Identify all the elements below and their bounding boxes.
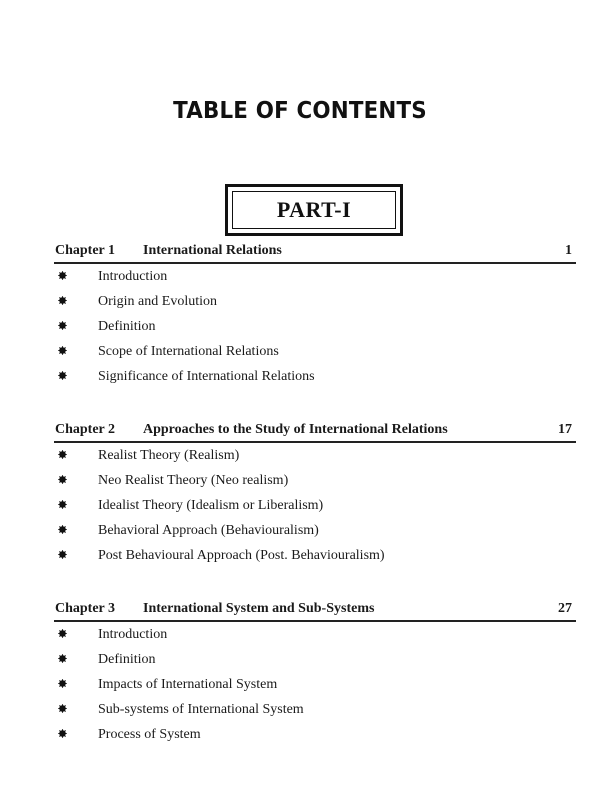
topic-item: Origin and Evolution — [54, 289, 576, 314]
topic-item: Sub-systems of International System — [54, 697, 576, 722]
chapter-title[interactable]: International Relations — [143, 243, 282, 258]
topic-item: Process of System — [54, 722, 576, 747]
chapter-number: Chapter 2 — [55, 422, 116, 437]
chapter-number: Chapter 3 — [55, 601, 116, 616]
chapter-title[interactable]: International System and Sub-Systems — [143, 601, 375, 616]
chapter-heading — [54, 243, 576, 264]
asterisk-bullet-icon — [58, 271, 67, 280]
asterisk-bullet-icon — [58, 296, 67, 305]
topic-item: Idealist Theory (Idealism or Liberalism) — [54, 493, 576, 518]
asterisk-bullet-icon — [58, 475, 67, 484]
asterisk-bullet-icon — [58, 450, 67, 459]
chapter-page-number: 27 — [558, 601, 572, 616]
chapter-number: Chapter 1 — [55, 243, 116, 258]
topic-item: Definition — [54, 647, 576, 672]
chapter-heading — [54, 601, 576, 622]
asterisk-bullet-icon — [58, 500, 67, 509]
topic-item: Post Behavioural Approach (Post. Behaviouralism) — [54, 543, 576, 568]
asterisk-bullet-icon — [58, 729, 67, 738]
asterisk-bullet-icon — [58, 654, 67, 663]
chapter-page-number: 1 — [565, 243, 572, 258]
topic-item: Introduction — [54, 622, 576, 647]
topic-item: Neo Realist Theory (Neo realism) — [54, 468, 576, 493]
asterisk-bullet-icon — [58, 550, 67, 559]
topic-item: Scope of International Relations — [54, 339, 576, 364]
part-label: PART-I — [232, 191, 396, 229]
chapter-topic-list — [54, 622, 576, 747]
chapter-heading — [54, 422, 576, 443]
page-title: TABLE OF CONTENTS — [173, 98, 427, 124]
topic-item: Definition — [54, 314, 576, 339]
chapter-title[interactable]: Approaches to the Study of International Relations — [143, 422, 448, 437]
chapter-3 — [54, 601, 576, 747]
chapter-1 — [54, 243, 576, 389]
asterisk-bullet-icon — [58, 629, 67, 638]
chapter-page-number: 17 — [558, 422, 572, 437]
topic-item: Significance of International Relations — [54, 364, 576, 389]
asterisk-bullet-icon — [58, 371, 67, 380]
asterisk-bullet-icon — [58, 525, 67, 534]
chapter-topic-list — [54, 443, 576, 568]
topic-item: Realist Theory (Realism) — [54, 443, 576, 468]
asterisk-bullet-icon — [58, 704, 67, 713]
topic-item: Introduction — [54, 264, 576, 289]
asterisk-bullet-icon — [58, 346, 67, 355]
asterisk-bullet-icon — [58, 321, 67, 330]
part-label-box — [225, 184, 403, 236]
topic-item: Impacts of International System — [54, 672, 576, 697]
asterisk-bullet-icon — [58, 679, 67, 688]
chapter-topic-list — [54, 264, 576, 389]
topic-item: Behavioral Approach (Behaviouralism) — [54, 518, 576, 543]
chapter-2 — [54, 422, 576, 568]
